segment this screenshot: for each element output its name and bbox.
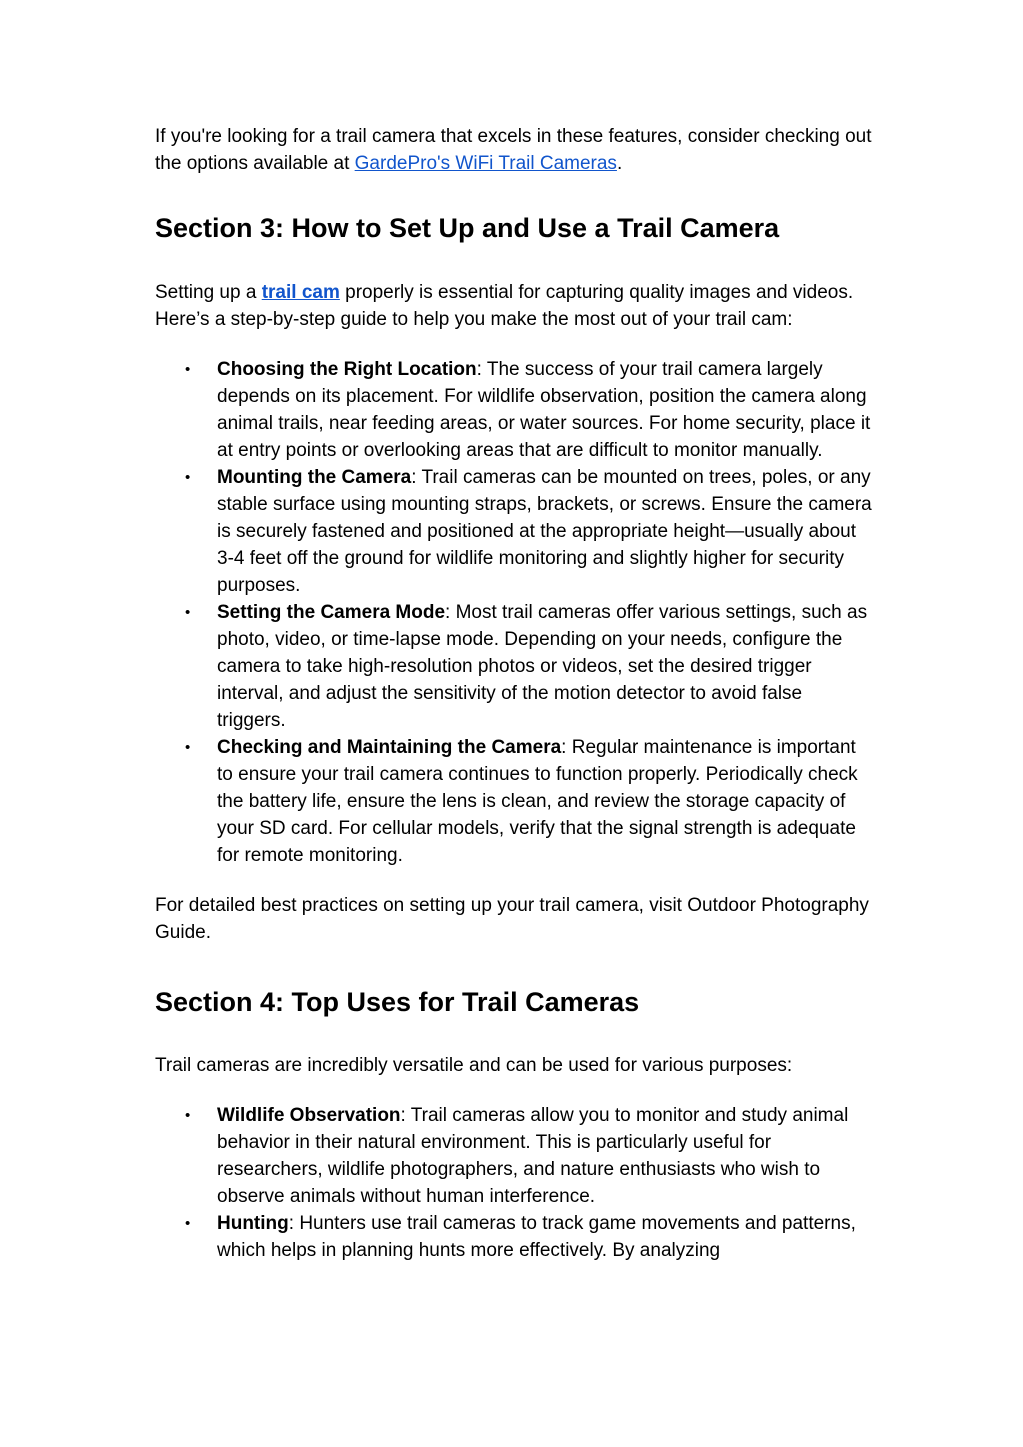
list-item <box>155 356 875 464</box>
list-item-text: : Trail cameras allow you to monitor and study animal behavior in their natural environment. This is particularly useful for researchers, wildlife photographers, and nature enthusiasts who wish to observe animals without human interference. <box>217 1105 849 1207</box>
list-item <box>155 1102 875 1210</box>
list-item-title: Mounting the Camera <box>217 467 412 488</box>
intro-text-before: If you're looking for a trail camera that excels in these features, consider checking out the options available at <box>155 126 872 174</box>
section3-intro-after: properly is essential for capturing quality images and videos. Here’s a step-by-step guide to help you make the most out of your trail cam: <box>155 282 854 330</box>
bullet-icon: • <box>185 1107 191 1124</box>
list-item <box>155 734 875 869</box>
list-item-text: : Hunters use trail cameras to track game movements and patterns, which helps in planning hunts more effectively. By analyzing <box>217 1213 856 1261</box>
document-page <box>155 123 875 1264</box>
section4-heading: Section 4: Top Uses for Trail Cameras <box>155 987 640 1017</box>
section3-intro-before: Setting up a <box>155 282 262 303</box>
bullet-icon: • <box>185 604 191 621</box>
list-item-text: : The success of your trail camera largely depends on its placement. For wildlife observation, position the camera along animal trails, near feeding areas, or water sources. For home security, place it at entry points or overlooking areas that are difficult to monitor manually. <box>217 359 871 461</box>
trail-cam-link[interactable]: trail cam <box>261 282 340 303</box>
list-item <box>155 464 875 599</box>
section3-outro-paragraph: For detailed best practices on setting up your trail camera, visit Outdoor Photography Guide. <box>155 895 869 943</box>
section4-uses-list <box>155 1102 875 1264</box>
section3-intro-paragraph <box>155 279 875 333</box>
list-item-title: Choosing the Right Location <box>217 359 477 380</box>
list-item-title: Wildlife Observation <box>217 1105 401 1126</box>
section3-setup-list <box>155 356 875 869</box>
list-item-title: Checking and Maintaining the Camera <box>217 737 562 758</box>
bullet-icon: • <box>185 1215 191 1232</box>
bullet-icon: • <box>185 361 191 378</box>
intro-text-after: . <box>616 153 623 174</box>
bullet-icon: • <box>185 469 191 486</box>
list-item-title: Hunting <box>217 1213 289 1234</box>
gardepro-wifi-link[interactable]: GardePro's WiFi Trail Cameras <box>354 153 617 174</box>
list-item <box>155 599 875 734</box>
list-item-text: : Trail cameras can be mounted on trees, poles, or any stable surface using mounting straps, brackets, or screws. Ensure the camera is securely fastened and positioned at the appropriate height—usually about 3-4 feet off the ground for wildlife monitoring and slightly higher for security purposes. <box>217 467 872 596</box>
intro-paragraph <box>155 123 875 177</box>
bullet-icon: • <box>185 739 191 756</box>
list-item-title: Setting the Camera Mode <box>217 602 446 623</box>
list-item-text: : Most trail cameras offer various settings, such as photo, video, or time-lapse mode. Depending on your needs, configure the camera to take high-resolution photos or videos, set the desired trigger interval, and adjust the sensitivity of the motion detector to avoid false triggers. <box>217 602 868 731</box>
list-item <box>155 1210 875 1264</box>
list-item-text: : Regular maintenance is important to ensure your trail camera continues to function properly. Periodically check the battery life, ensure the lens is clean, and review the storage capacity of your SD card. For cellular models, verify that the signal strength is adequate for remote monitoring. <box>217 737 858 866</box>
section3-heading: Section 3: How to Set Up and Use a Trail Camera <box>155 213 780 243</box>
section4-intro-paragraph: Trail cameras are incredibly versatile and can be used for various purposes: <box>155 1055 793 1076</box>
